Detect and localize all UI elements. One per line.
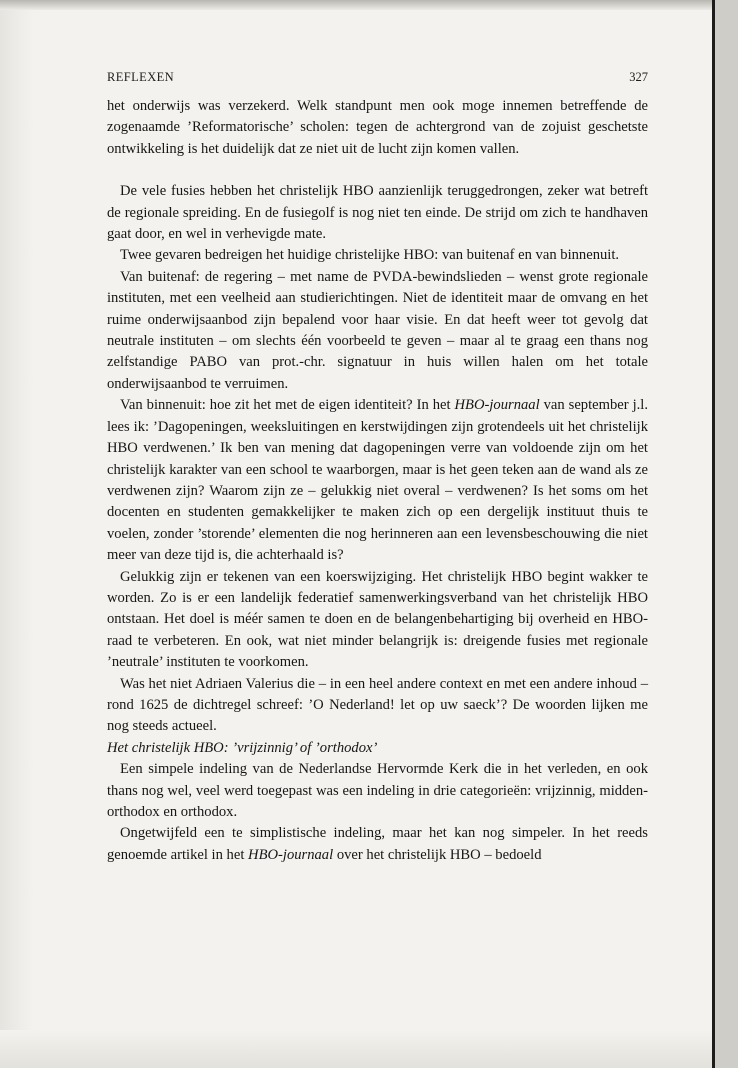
paragraph-text: van september j.l. lees ik: ’Dagopeningen, weeksluitingen en kerstwijdingen zijn grotendeels uit het christelijk HBO verdwenen.’ Ik ben van mening dat dagopeningen verre van voldoende zijn om het christelijk karakter van een school te waarborgen, maar is het geen teken aan de wand als ze verdwenen zijn? Waarom zijn ze – gelukkig niet overal – verdwenen? Is het soms om het docenten en studenten gemakkelijker te maken zich op een dergelijk instituut thuis te voelen, zonder ’storende’ elementen die nog herinneren aan een levensbeschouwing die niet meer van deze tijd is, die achterhaald is?	[107, 397, 648, 564]
paragraph: Gelukkig zijn er tekenen van een koerswijziging. Het christelijk HBO begint wakker te worden. Zo is er een landelijk federatief samenwerkingsverband van het christelijk HBO ontstaan. Het doel is méér samen te doen en de belangenbehartiging bij overheid en HBO-raad te verbeteren. En ook, wat niet minder belangrijk is: dreigende fusies met regionale ’neutrale’ instituten te voorkomen.	[107, 568, 648, 671]
scan-shadow-left	[0, 0, 34, 1068]
paragraph: Twee gevaren bedreigen het huidige christelijke HBO: van buitenaf en van binnenuit.	[120, 247, 620, 264]
journal-title: HBO-journaal	[248, 846, 334, 863]
section-heading: Het christelijk HBO: ’vrijzinnig’ of ’orthodox’	[107, 739, 378, 756]
scan-shadow-top	[0, 0, 738, 10]
paragraph-text: Ongetwijfeld een te simplistische indeling, maar het kan nog simpeler. In het reeds genoemde artikel in het	[107, 825, 648, 863]
paragraph: het onderwijs was verzekerd. Welk standpunt men ook moge innemen betreffende de zogenaamde ’Reformatorische’ scholen: tegen de achtergrond van de zojuist geschetste ontwikkeling is het duidelijk dat ze niet uit de lucht zijn komen vallen.	[107, 98, 648, 157]
paragraph: Een simpele indeling van de Nederlandse Hervormde Kerk die in het verleden, en ook thans nog wel, veel werd toegepast was een indeling in drie categorieën: vrijzinnig, midden-orthodox en orthodox.	[107, 761, 648, 820]
paragraph: Van buitenaf: de regering – met name de PVDA-bewindslieden – wenst grote regionale instituten, met een veelheid aan studierichtingen. Niet de identiteit maar de omvang en het ruime onderwijsaanbod zijn bepalend voor haar visie. En dat heeft weer tot gevolg dat neutrale instituten – om slechts één voorbeeld te geven – maar al te graag een thans nog zelfstandige PABO van prot.-chr. signatuur in huis willen halen om het totale onderwijsaanbod te verruimen.	[107, 268, 648, 392]
scan-shadow-bottom	[0, 1030, 712, 1068]
paragraph-text: Van binnenuit: hoe zit het met de eigen identiteit? In het	[120, 397, 455, 414]
page-number: 327	[629, 70, 648, 84]
scan-margin-right	[715, 0, 738, 1068]
paragraph	[107, 395, 648, 566]
running-head: REFLEXEN	[107, 70, 175, 84]
journal-title: HBO-journaal	[454, 397, 540, 414]
article-body	[107, 96, 648, 866]
paragraph-text: over het christelijk HBO – bedoeld	[333, 846, 542, 863]
paragraph	[107, 823, 648, 866]
paragraph: Was het niet Adriaen Valerius die – in een heel andere context en met een andere inhoud – rond 1625 de dichtregel schreef: ’O Nederland! let op uw saeck’? De woorden lijken me nog steeds actueel.	[107, 675, 648, 735]
paragraph: De vele fusies hebben het christelijk HBO aanzienlijk teruggedrongen, zeker wat betreft de regionale spreiding. En de fusiegolf is nog niet ten einde. De strijd om zich te handhaven gaat door, en wel in verhevigde mate.	[107, 183, 648, 243]
page-header	[107, 70, 648, 88]
